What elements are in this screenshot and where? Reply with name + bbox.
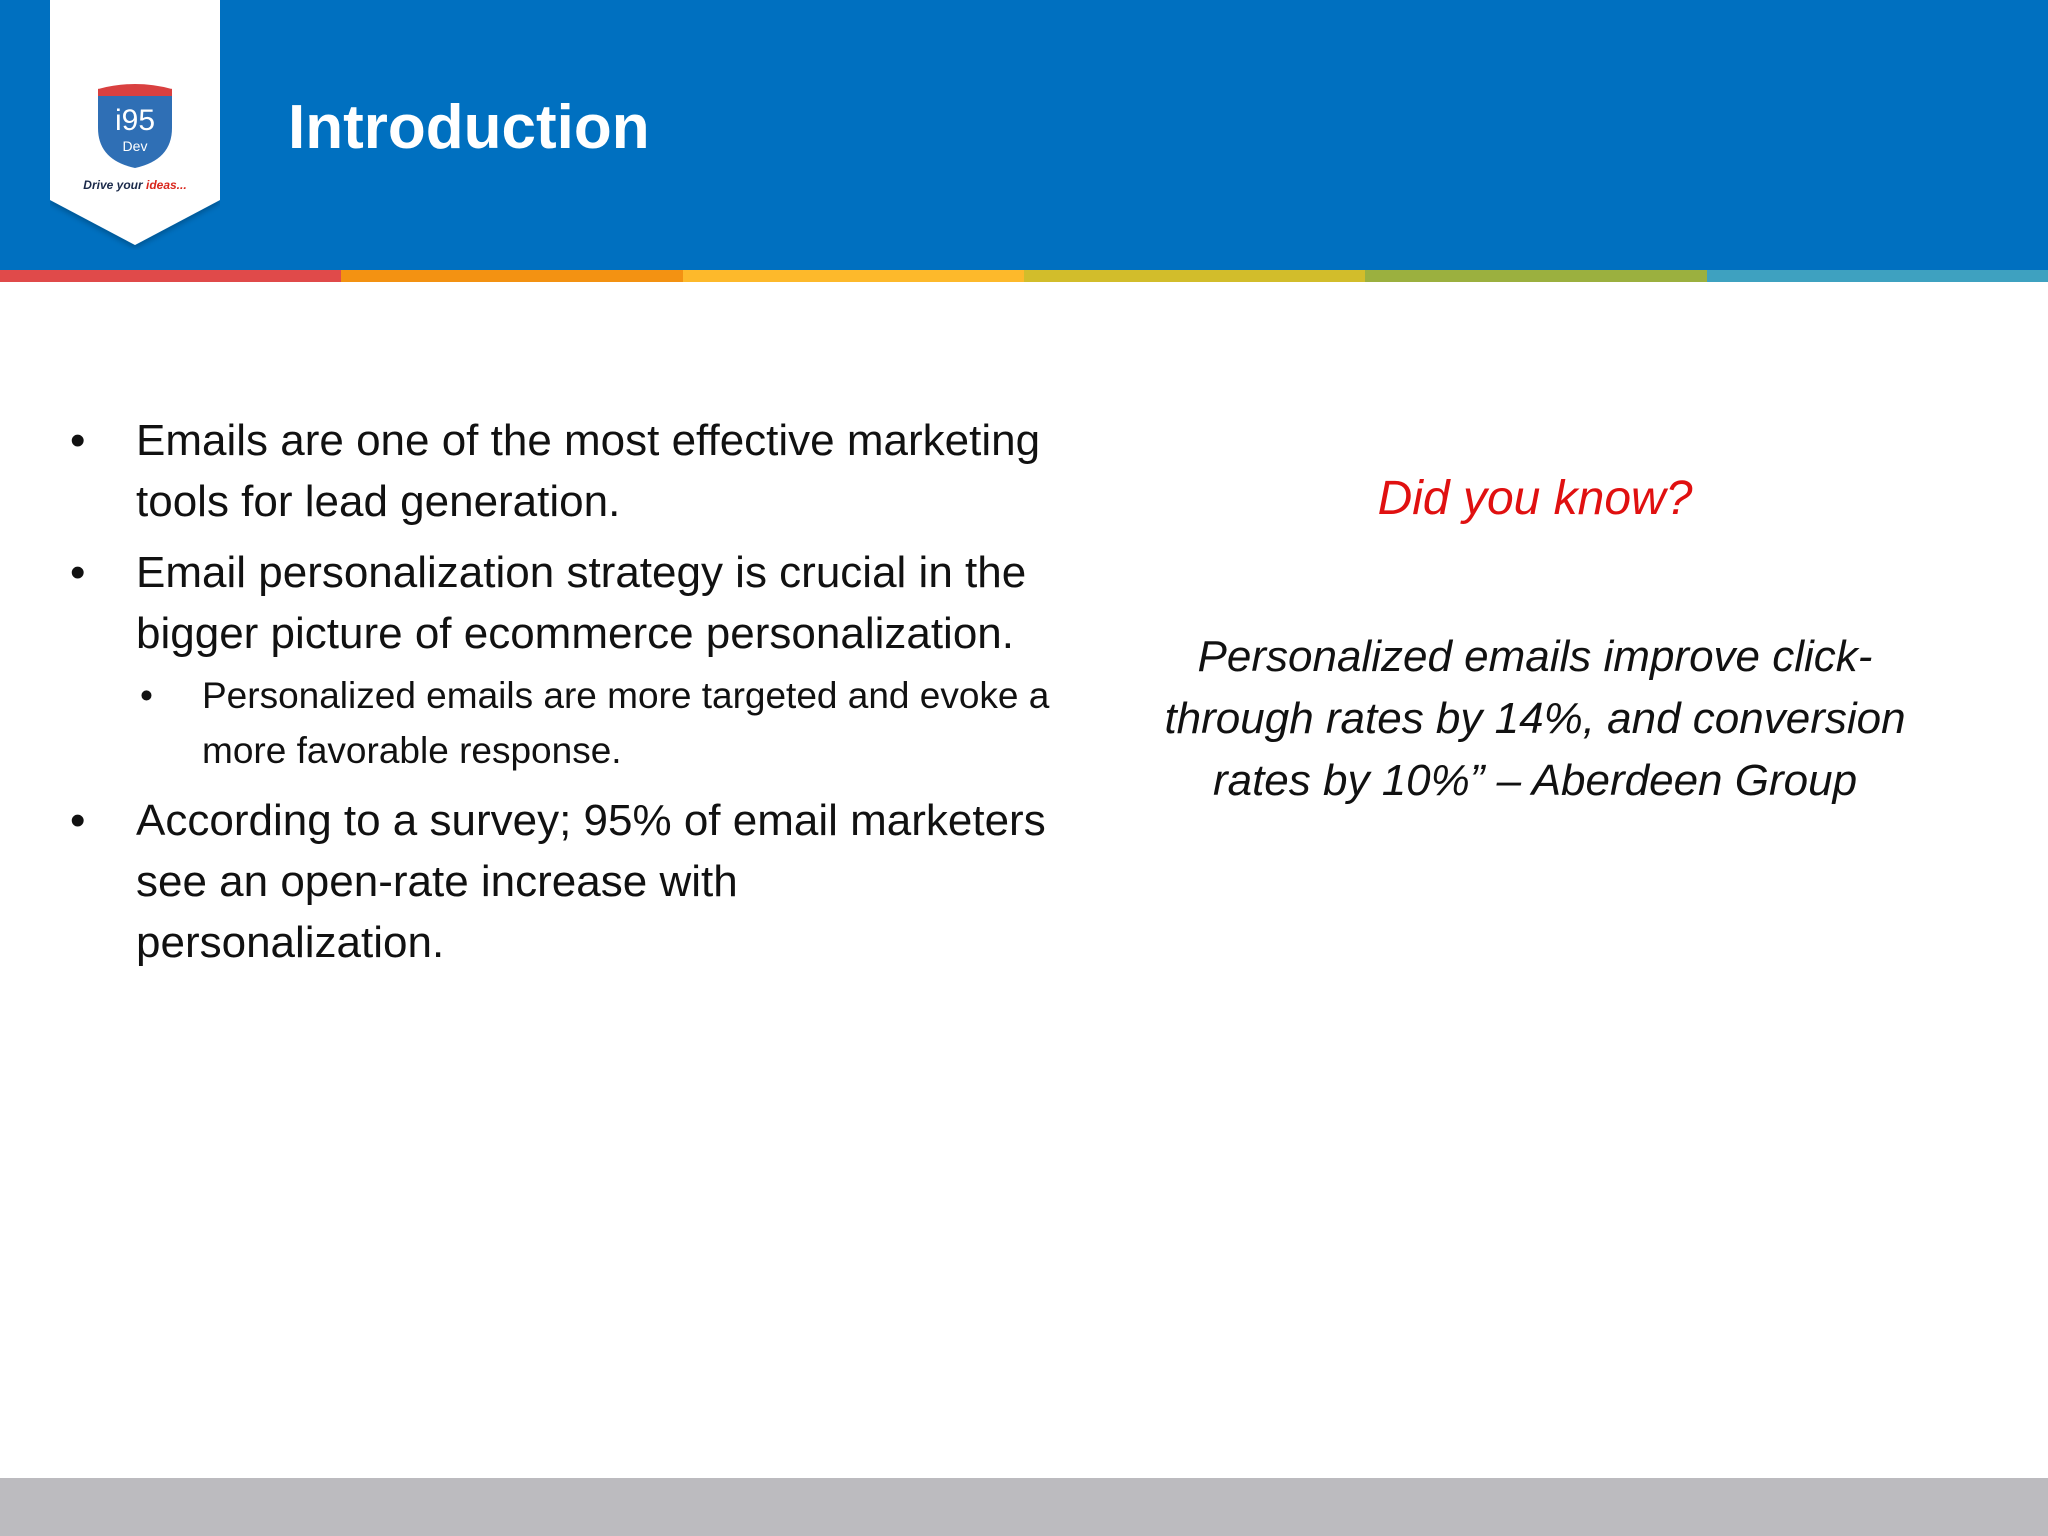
logo-subtext: Dev xyxy=(122,138,148,154)
footer-bar xyxy=(0,1478,2048,1536)
bullet-item xyxy=(70,542,1050,778)
logo-number: i95 xyxy=(114,104,156,137)
sub-bullet-item xyxy=(136,668,1050,778)
logo-tagline-prefix: Drive your xyxy=(83,178,146,192)
stripe-segment xyxy=(341,270,682,282)
stripe-segment xyxy=(683,270,1024,282)
bullet-text: Emails are one of the most effective marketing tools for lead generation. xyxy=(136,416,1041,526)
callout-heading: Did you know? xyxy=(1377,472,1693,525)
logo-tagline-accent: ideas... xyxy=(146,178,187,192)
sub-bullet-text: Personalized emails are more targeted and evoke a more favorable response. xyxy=(202,675,1050,771)
stripe-segment xyxy=(0,270,341,282)
company-logo xyxy=(50,0,220,250)
sub-bullet-list xyxy=(136,668,1050,778)
stripe-segment xyxy=(1024,270,1365,282)
logo-tagline xyxy=(50,178,220,192)
stripe-segment xyxy=(1707,270,2048,282)
bullet-list xyxy=(70,410,1050,983)
bullet-text: Email personalization strategy is crucial in the bigger picture of ecommerce personalization. xyxy=(136,548,1027,658)
callout-quote: Personalized emails improve click-through rates by 14%, and conversion rates by 10%” – Aberdeen Group xyxy=(1164,632,1906,805)
slide-title: Introduction xyxy=(288,93,650,162)
bullet-item xyxy=(70,790,1050,973)
color-stripe xyxy=(0,270,2048,282)
bullet-text: According to a survey; 95% of email marketers see an open-rate increase with personalization. xyxy=(136,796,1046,967)
stripe-segment xyxy=(1365,270,1706,282)
bullet-item xyxy=(70,410,1050,532)
